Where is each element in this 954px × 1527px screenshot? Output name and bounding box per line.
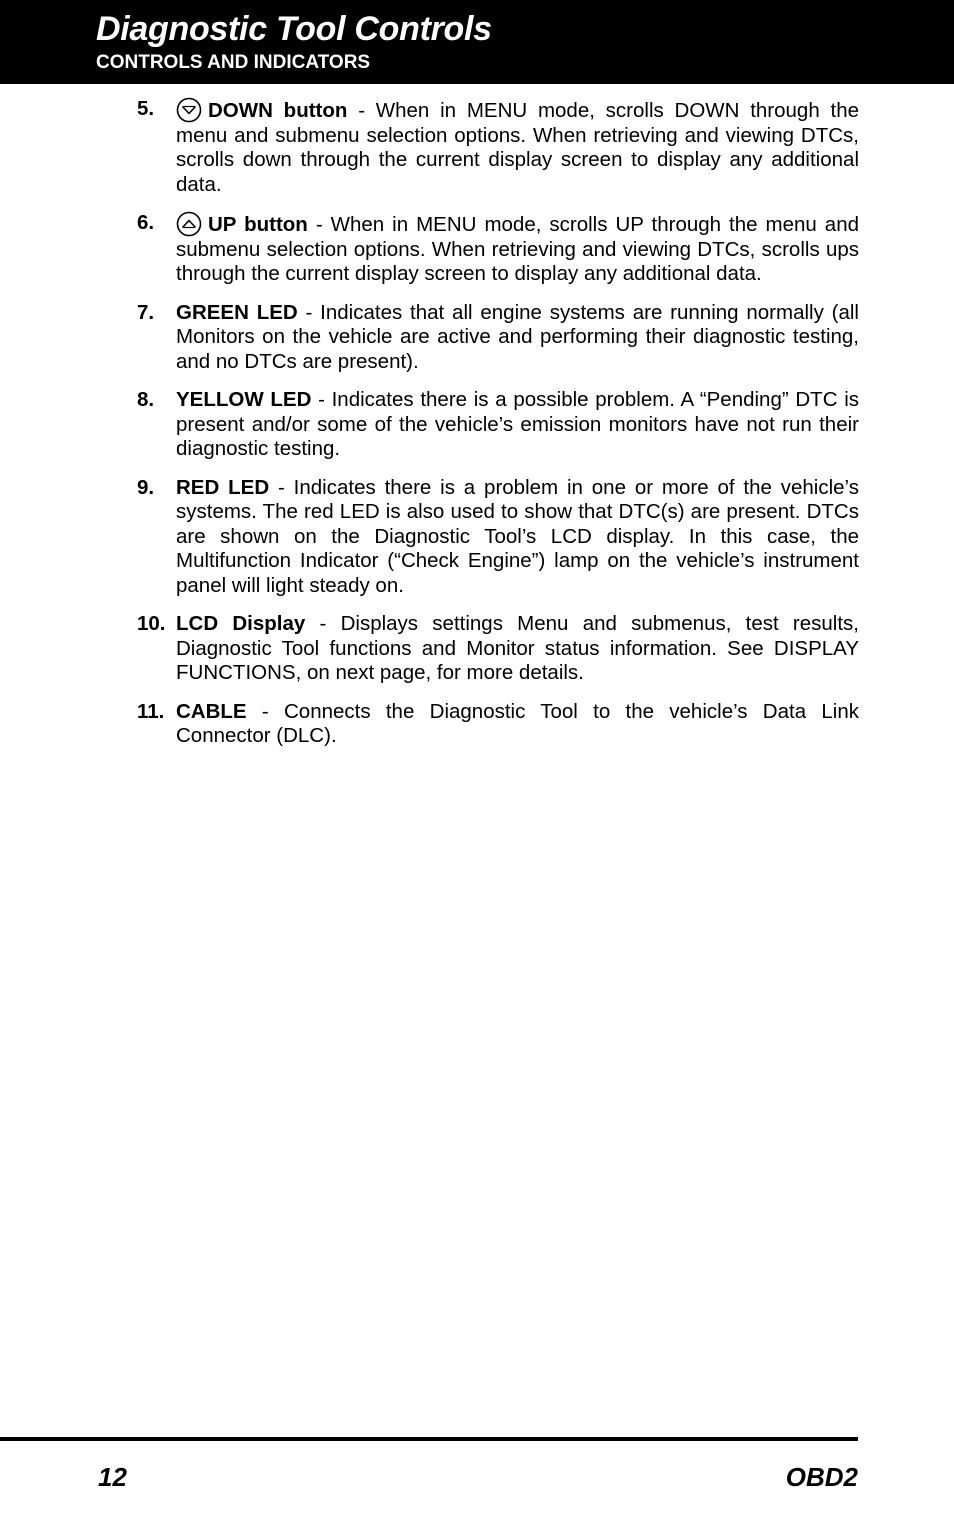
item-term: CABLE [176, 699, 247, 723]
item-number: 7. [137, 300, 155, 324]
list-item-lcd-display [137, 612, 859, 686]
down-arrow-circle-icon [176, 97, 202, 123]
list-item-green-led [137, 301, 859, 375]
item-number: 11. [137, 699, 165, 723]
item-number: 5. [137, 97, 155, 120]
item-term: RED LED [176, 475, 270, 499]
item-term: LCD Display [176, 612, 306, 635]
page-title: Diagnostic Tool Controls [96, 10, 492, 48]
list-item-yellow-led [137, 388, 859, 462]
item-description: - When in MENU mode, scrolls UP through the menu and submenu selection options. When retrieving and viewing DTCs, scrolls ups through the current display screen to display any additional data. [176, 213, 860, 285]
item-description: - Connects the Diagnostic Tool to the vehicle’s Data Link Connector (DLC). [176, 699, 859, 747]
item-number: 6. [137, 211, 155, 234]
item-number: 9. [137, 475, 155, 499]
list-item-down-button [137, 97, 859, 197]
footer-divider [0, 1437, 858, 1441]
list-item-red-led [137, 476, 859, 599]
controls-list [137, 97, 859, 763]
item-term: YELLOW LED [176, 388, 312, 411]
item-number: 8. [137, 388, 155, 411]
item-description: - Indicates there is a problem in one or more of the vehicle’s systems. The red LED is also used to show that DTC(s) are present. DTCs are shown on the Diagnostic Tool’s LCD display. In this case, the Multifunction Indicator (“Check Engine”) lamp on the vehicle’s instrument panel will light steady on. [176, 475, 859, 597]
item-description: - Displays settings Menu and submenus, test results, Diagnostic Tool functions and Monitor status information. See DISPLAY FUNCTIONS, on next page, for more details. [176, 612, 859, 684]
item-term: UP button [208, 213, 308, 236]
item-term: DOWN button [208, 99, 348, 122]
list-item-up-button [137, 211, 859, 287]
product-name: OBD2 [785, 1462, 858, 1492]
page-number: 12 [98, 1462, 127, 1492]
up-arrow-circle-icon [176, 211, 202, 237]
item-term: GREEN LED [176, 300, 298, 324]
list-item-cable [137, 700, 859, 749]
header-bar [0, 0, 954, 84]
section-subtitle: CONTROLS AND INDICATORS [96, 52, 371, 73]
item-description: - Indicates there is a possible problem. A “Pending” DTC is present and/or some of the vehicle’s emission monitors have not run their diagnostic testing. [176, 388, 859, 460]
item-number: 10. [137, 612, 166, 635]
item-description: - When in MENU mode, scrolls DOWN through the menu and submenu selection options. When retrieving and viewing DTCs, scrolls down through the current display screen to display any additional data. [176, 99, 859, 196]
item-description: - Indicates that all engine systems are running normally (all Monitors on the vehicle are active and performing their diagnostic testing, and no DTCs are present). [176, 300, 859, 373]
